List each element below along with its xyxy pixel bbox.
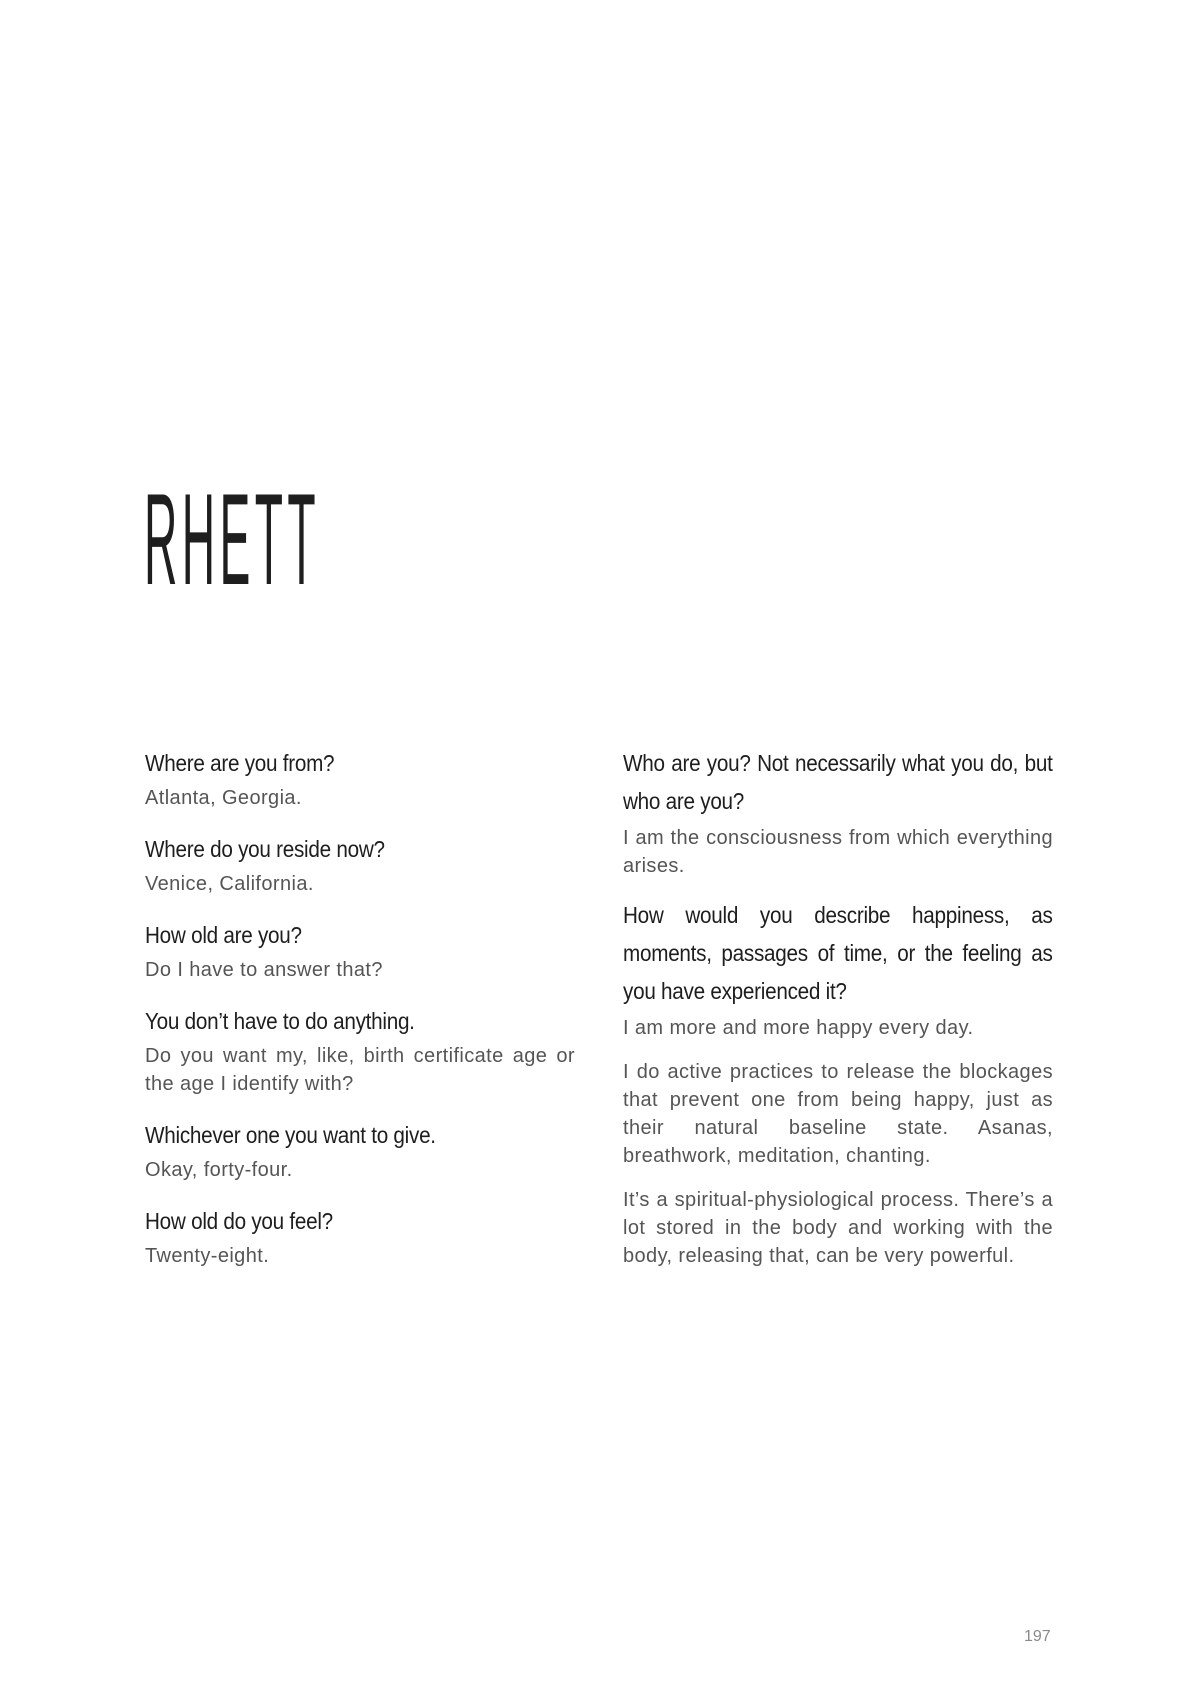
answer: Venice, California. [145, 873, 314, 895]
qa-item [145, 1002, 575, 1098]
answer: Okay, forty-four. [145, 1159, 293, 1181]
question: Who are you? Not necessarily what you do, but who are you? [623, 750, 1053, 814]
question: Where are you from? [145, 750, 335, 776]
qa-item [145, 830, 575, 898]
question: How would you describe happiness, as moments, passages of time, or the feeling as you have experienced it? [623, 902, 1053, 1004]
left-column [145, 744, 575, 1288]
answer: Do you want my, like, birth certificate age or the age I identify with? [145, 1045, 575, 1095]
qa-item [623, 896, 1053, 1270]
qa-item [145, 744, 575, 812]
answer: Twenty-eight. [145, 1245, 270, 1267]
answer: Do I have to answer that? [145, 959, 383, 981]
question: How old are you? [145, 922, 302, 948]
question: How old do you feel? [145, 1208, 333, 1234]
answer: I am the consciousness from which everything arises. [623, 827, 1053, 877]
answer: I am more and more happy every day. [623, 1017, 974, 1039]
page-title: RHETT [144, 466, 320, 612]
qa-item [145, 1116, 575, 1184]
page-number: 197 [1024, 1628, 1051, 1645]
question: Where do you reside now? [145, 836, 385, 862]
qa-item [145, 916, 575, 984]
answer: I do active practices to release the blockages that prevent one from being happy, just as their natural baseline state. Asanas, breathwork, meditation, chanting. [623, 1061, 1053, 1167]
question: Whichever one you want to give. [145, 1122, 436, 1148]
question: You don’t have to do anything. [145, 1008, 415, 1034]
answer: Atlanta, Georgia. [145, 787, 302, 809]
answer: It’s a spiritual-physiological process. There’s a lot stored in the body and working with the body, releasing that, can be very powerful. [623, 1189, 1053, 1267]
qa-item [145, 1202, 575, 1270]
qa-item [623, 744, 1053, 880]
right-column [623, 744, 1053, 1286]
